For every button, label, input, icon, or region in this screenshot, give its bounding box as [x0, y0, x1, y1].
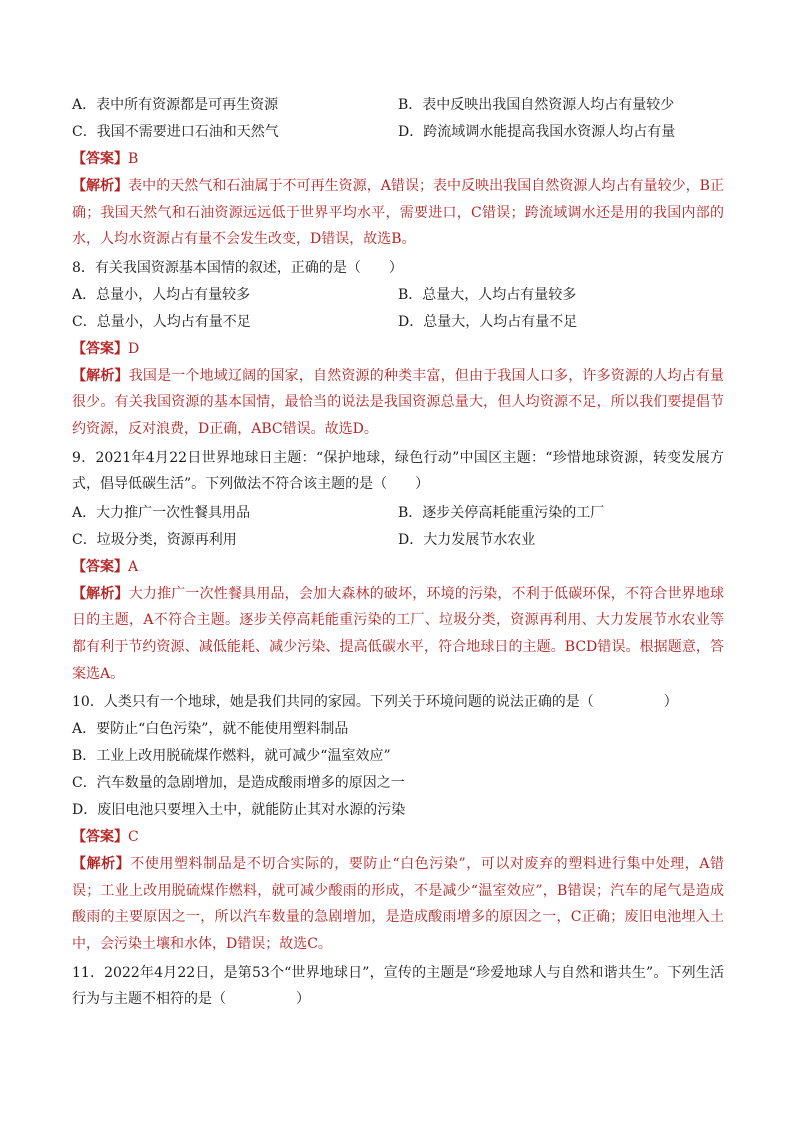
q7-options-row-1: [72, 92, 724, 118]
q11-stem: 11．2022年4月22日，是第53个“世界地球日”，宣传的主题是“珍爱地球人与自然和谐共生”。下列生活行为与主题不相符的是（ ）: [72, 964, 724, 1008]
q7-option-c: C．我国不需要进口石油和天然气: [72, 124, 279, 140]
answer-label: 【答案】: [72, 151, 128, 167]
q10-option-c: C．汽车数量的急剧增加，是造成酸雨增多的原因之一: [72, 775, 405, 792]
q8-stem: 8．有关我国资源基本国情的叙述，正确的是（ ）: [72, 259, 403, 276]
analysis-text: 我国是一个地域辽阔的国家，自然资源的种类丰富，但由于我国人口多，许多资源的人均占有量很少。有关我国资源的基本国情，最恰当的说法是我国资源总量大，但人均资源不足，所以我们要提倡节约资源，反对浪费，D正确，ABC错误。故选D。: [72, 367, 725, 437]
q8-options-row-2: [72, 309, 724, 335]
q7-option-d: D．跨流域调水能提高我国水资源人均占有量: [398, 124, 676, 140]
q9-option-a: A．大力推广一次性餐具用品: [72, 504, 251, 521]
answer-value: C: [128, 829, 139, 846]
document-content: [72, 92, 724, 1015]
q9-option-d: D．大力发展节水农业: [398, 531, 536, 548]
q8-options-row-1: [72, 282, 724, 308]
q8-answer: [72, 336, 724, 362]
answer-value: B: [128, 151, 139, 167]
answer-label: 【答案】: [72, 340, 128, 357]
q7-option-a: A．表中所有资源都是可再生资源: [72, 97, 279, 113]
q9-options-row-1: [72, 500, 724, 526]
analysis-label: 【解析】: [72, 178, 129, 194]
q8-option-d: D．总量大，人均占有量不足: [398, 313, 578, 330]
analysis-label: 【解析】: [72, 367, 129, 384]
q8-option-a: A．总量小，人均占有量较多: [72, 286, 251, 303]
answer-value: D: [128, 340, 140, 357]
q7-option-b: B．表中反映出我国自然资源人均占有量较少: [398, 97, 675, 113]
q10-answer: [72, 824, 724, 850]
q10-option-a: A．要防止“白色污染”，就不能使用塑料制品: [72, 721, 349, 738]
q9-analysis: [72, 581, 724, 687]
q9-answer: [72, 554, 724, 580]
q10-analysis: [72, 851, 724, 957]
q9-option-b: B．逐步关停高耗能重污染的工厂: [398, 504, 605, 521]
q10-option-b: B．工业上改用脱硫煤作燃料，就可减少“温室效应”: [72, 748, 391, 765]
q9-option-c: C．垃圾分类，资源再利用: [72, 531, 237, 548]
q7-options-row-2: [72, 119, 724, 145]
q9-stem: 9．2021年4月22日世界地球日主题：“保护地球，绿色行动”中国区主题：“珍惜地球资源，转变发展方式，倡导低碳生活”。下列做法不符合该主题的是（ ）: [72, 449, 724, 493]
q8-analysis: [72, 363, 724, 443]
q9-options-row-2: [72, 527, 724, 553]
analysis-text: 不使用塑料制品是不切合实际的，要防止“白色污染”，可以对废弃的塑料进行集中处理，A错误；工业上改用脱硫煤作燃料，就可减少酸雨的形成，不是减少“温室效应”，B错误；汽车的尾气是造成酸雨的主要原因之一，所以汽车数量的急剧增加，是造成酸雨增多的原因之一，C正确；废旧电池埋入土中，会污染土壤和水体，D错误；故选C。: [72, 856, 724, 952]
analysis-label: 【解析】: [72, 856, 131, 873]
q7-answer: [72, 146, 724, 172]
answer-value: A: [128, 558, 139, 575]
q7-analysis: [72, 173, 724, 253]
analysis-label: 【解析】: [72, 585, 129, 602]
analysis-text: 表中的天然气和石油属于不可再生资源，A错误；表中反映出我国自然资源人均占有量较少，B正确；我国天然气和石油资源远远低于世界平均水平，需要进口，C错误；跨流域调水还是用的我国内部的水，人均水资源占有量不会发生改变，D错误，故选B。: [72, 178, 724, 248]
q10-stem: 10．人类只有一个地球，她是我们共同的家园。下列关于环境问题的说法正确的是（ ）: [72, 694, 678, 711]
q10-option-d: D．废旧电池只要埋入土中，就能防止其对水源的污染: [72, 802, 406, 819]
q8-option-c: C．总量小，人均占有量不足: [72, 313, 251, 330]
answer-label: 【答案】: [72, 558, 128, 575]
q8-option-b: B．总量大，人均占有量较多: [398, 286, 577, 303]
answer-label: 【答案】: [72, 829, 128, 846]
analysis-text: 大力推广一次性餐具用品，会加大森林的破坏，环境的污染，不利于低碳环保，不符合世界地球日的主题，A不符合主题。逐步关停高耗能重污染的工厂、垃圾分类，资源再利用、大力发展节水农业等都有利于节约资源、减低能耗、减少污染、提高低碳水平，符合地球日的主题。BCD错误。根据题意，答案选A。: [72, 585, 725, 682]
